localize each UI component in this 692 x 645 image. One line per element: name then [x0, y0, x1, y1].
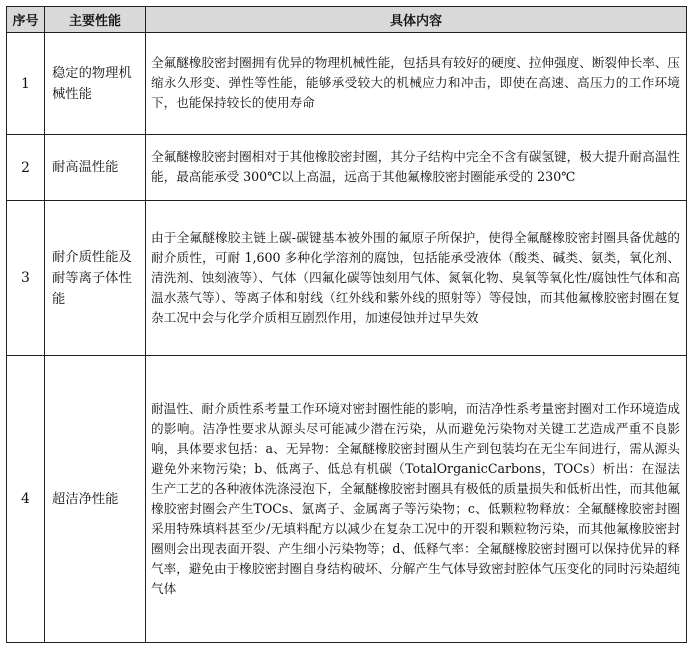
row-number: 4 [7, 356, 45, 643]
row-feature: 稳定的物理机械性能 [45, 33, 146, 135]
table-row [7, 201, 687, 356]
header-content: 具体内容 [146, 7, 687, 33]
row-feature: 耐介质性能及耐等离子体性能 [45, 201, 146, 356]
table-row [7, 135, 687, 201]
header-no: 序号 [7, 7, 45, 33]
row-feature: 耐高温性能 [45, 135, 146, 201]
row-content: 全氟醚橡胶密封圈拥有优异的物理机械性能，包括具有较好的硬度、拉伸强度、断裂伸长率、压缩永久形变、弹性等性能，能够承受较大的机械应力和冲击，即使在高速、高压力的工作环境下，也能保持较长的使用寿命 [146, 33, 687, 135]
table-row [7, 33, 687, 135]
row-number: 3 [7, 201, 45, 356]
row-number: 2 [7, 135, 45, 201]
table-row [7, 356, 687, 643]
row-content: 由于全氟醚橡胶主链上碳-碳键基本被外围的氟原子所保护，使得全氟醚橡胶密封圈具备优越的耐介质性，可耐 1,600 多种化学溶剂的腐蚀，包括能承受液体（酸类、碱类、氨类，氧化剂、清洗剂、蚀刻液等）、气体（四氟化碳等蚀刻用气体、氮氧化物、臭氧等氧化性/腐蚀性气体和高温水蒸气等）、等离子体和射线（红外线和紫外线的照射等）等侵蚀，而其他氟橡胶密封圈在复杂工况中会与化学介质相互剧烈作用，加速侵蚀并过早失效 [146, 201, 687, 356]
row-content: 耐温性、耐介质性系考量工作环境对密封圈性能的影响，而洁净性系考量密封圈对工作环境造成的影响。洁净性要求从源头尽可能减少潜在污染，从而避免污染物对关键工艺造成严重不良影响，具体要求包括：a、无异物：全氟醚橡胶密封圈从生产到包装均在无尘车间进行，需从源头避免外来物污染；b、低离子、低总有机碳（TotalOrganicCarbons，TOCs）析出：在湿法生产工艺的各种液体洗涤浸泡下，全氟醚橡胶密封圈具有极低的质量损失和低析出性，而其他氟橡胶密封圈会产生TOCs、氯离子、金属离子等污染物；c、低颗粒物释放：全氟醚橡胶密封圈采用特殊填料甚至少/无填料配方以减少在复杂工况中的开裂和颗粒物污染，而其他氟橡胶密封圈则会出现表面开裂、产生细小污染物等；d、低释气率：全氟醚橡胶密封圈可以保持优异的释气率，避免由于橡胶密封圈自身结构破坏、分解产生气体导致密封腔体气压变化的同时污染超纯气体 [146, 356, 687, 643]
performance-table [6, 6, 687, 643]
performance-table-container [6, 6, 687, 643]
row-number: 1 [7, 33, 45, 135]
row-feature: 超洁净性能 [45, 356, 146, 643]
header-feature: 主要性能 [45, 7, 146, 33]
row-content: 全氟醚橡胶密封圈相对于其他橡胶密封圈，其分子结构中完全不含有碳氢键，极大提升耐高温性能，最高能承受 300℃以上高温，远高于其他氟橡胶密封圈能承受的 230℃ [146, 135, 687, 201]
table-header-row [7, 7, 687, 33]
